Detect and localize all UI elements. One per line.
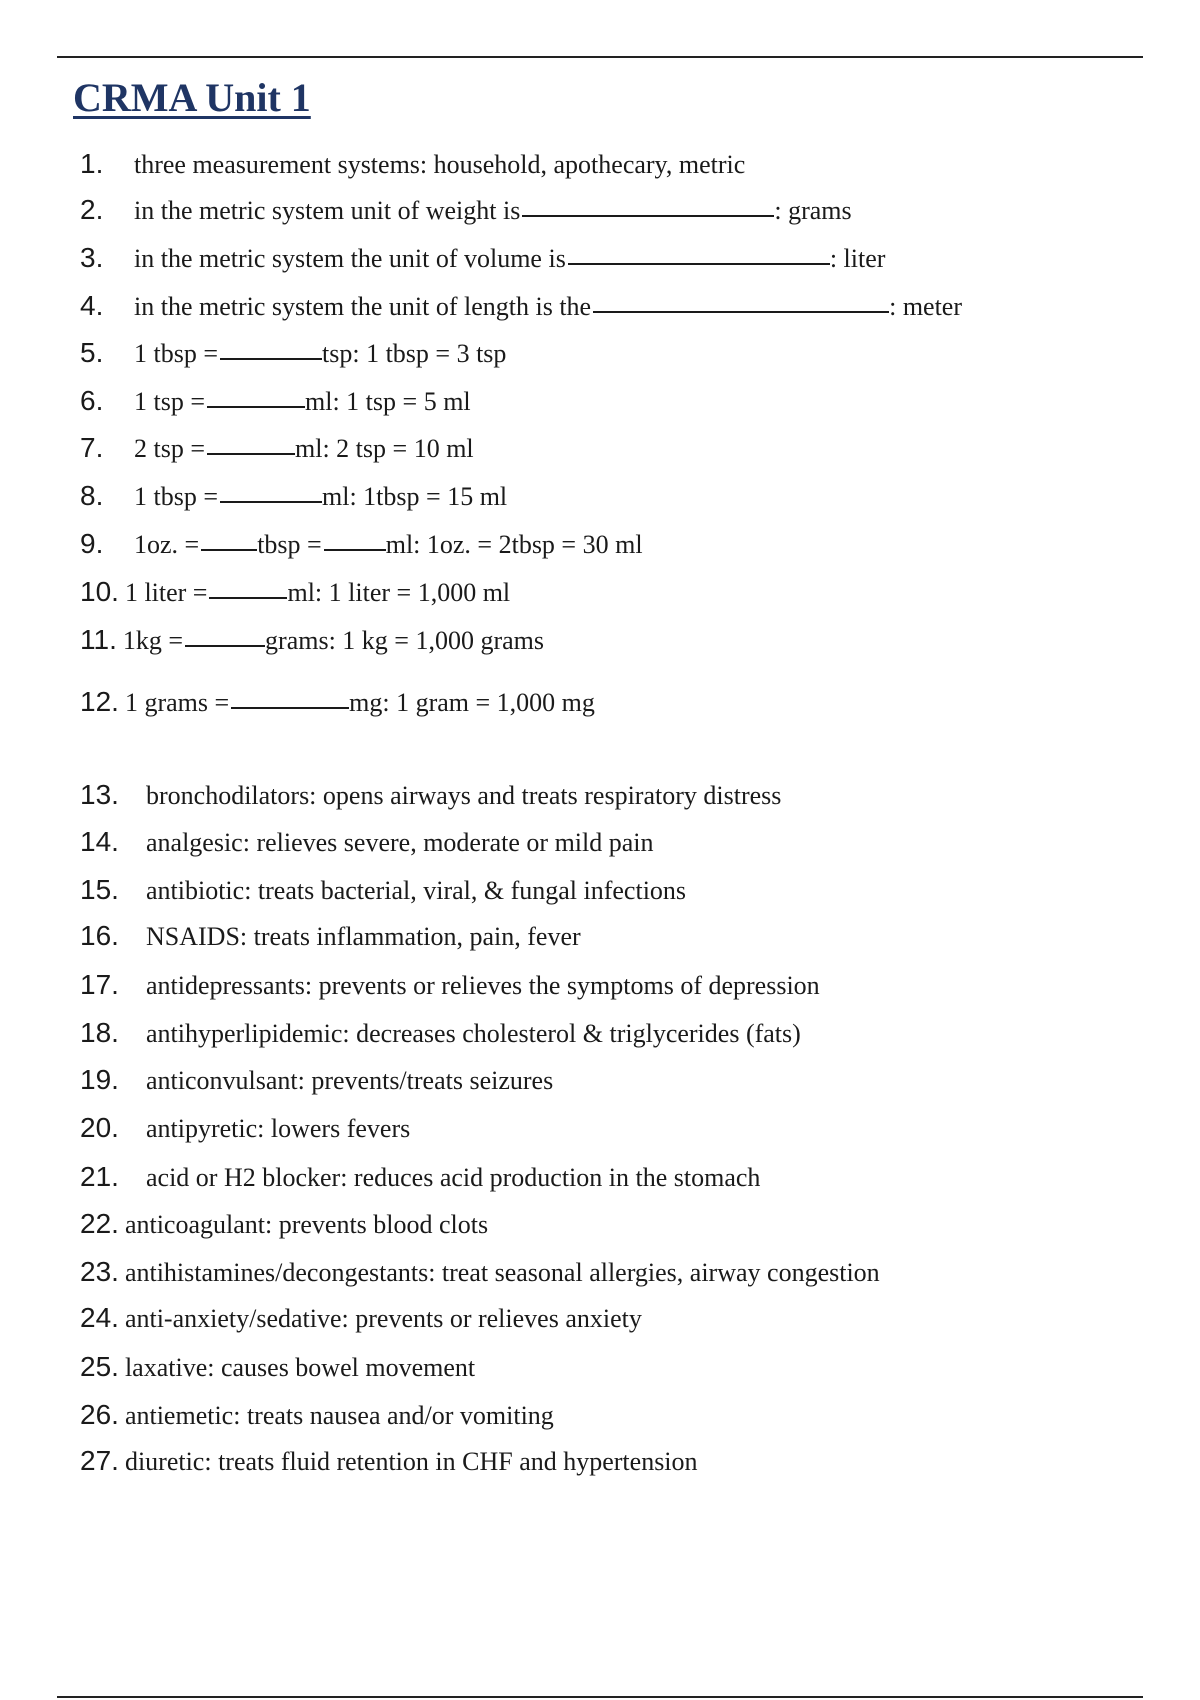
item-number: 11. [80, 624, 117, 655]
list-item [80, 1399, 1160, 1439]
list-item [80, 1208, 1160, 1248]
list-item [80, 148, 1160, 188]
item-text: tbsp = [257, 530, 322, 559]
item-text: mg: 1 gram = 1,000 mg [349, 688, 595, 717]
page-title: CRMA Unit 1 [73, 75, 311, 120]
item-text: in the metric system the unit of volume is [134, 244, 566, 273]
item-text: acid or H2 blocker: reduces acid production in the stomach [146, 1163, 761, 1192]
list-item [80, 1017, 1160, 1057]
item-number: 21. [80, 1161, 119, 1192]
list-item [80, 969, 1160, 1009]
item-text: 1 tbsp = [134, 339, 219, 368]
item-number: 12. [80, 686, 119, 717]
answer-blank[interactable] [207, 452, 295, 455]
list-item [80, 480, 1160, 520]
item-number: 16. [80, 920, 119, 951]
item-text: 1 tsp = [134, 387, 206, 416]
list-item [80, 779, 1160, 819]
answer-blank[interactable] [568, 262, 830, 265]
list-item [80, 290, 1160, 330]
list-item [80, 920, 1160, 960]
item-text: 1kg = [122, 626, 184, 655]
answer-blank[interactable] [220, 357, 322, 360]
item-number: 10. [80, 576, 119, 607]
answer-blank[interactable] [201, 548, 257, 551]
item-text: 2 tsp = [134, 434, 206, 463]
list-item [80, 1112, 1160, 1152]
item-number: 1. [80, 148, 104, 179]
item-text: ml: 1oz. = 2tbsp = 30 ml [385, 530, 643, 559]
item-text: : meter [889, 292, 963, 321]
item-number: 2. [80, 194, 104, 225]
list-item [80, 826, 1160, 866]
item-text: bronchodilators: opens airways and treats respiratory distress [146, 781, 782, 810]
item-number: 19. [80, 1064, 119, 1095]
answer-blank[interactable] [207, 405, 305, 408]
answer-blank[interactable] [593, 310, 889, 313]
list-item [80, 874, 1160, 914]
item-text: 1 tbsp = [134, 482, 219, 511]
item-number: 4. [80, 290, 104, 321]
item-number: 9. [80, 528, 104, 559]
list-item [80, 432, 1160, 472]
item-text: 1 grams = [124, 688, 230, 717]
list-item [80, 1256, 1160, 1296]
list-item [80, 194, 1160, 234]
list-item [80, 337, 1160, 377]
item-text: anticoagulant: prevents blood clots [124, 1210, 489, 1239]
item-text: antiemetic: treats nausea and/or vomiting [124, 1401, 554, 1430]
list-item [80, 624, 1160, 664]
item-text: analgesic: relieves severe, moderate or mild pain [146, 828, 654, 857]
answer-blank[interactable] [185, 644, 265, 647]
item-number: 18. [80, 1017, 119, 1048]
item-number: 13. [80, 779, 119, 810]
item-text: : grams [774, 196, 852, 225]
item-text: anti-anxiety/sedative: prevents or relieves anxiety [124, 1304, 642, 1333]
item-number: 14. [80, 826, 119, 857]
list-item [80, 1161, 1160, 1201]
answer-blank[interactable] [220, 500, 322, 503]
item-text: laxative: causes bowel movement [124, 1353, 476, 1382]
item-number: 8. [80, 480, 104, 511]
list-item [80, 1445, 1160, 1485]
item-text: antibiotic: treats bacterial, viral, & fungal infections [146, 876, 687, 905]
list-item [80, 385, 1160, 425]
item-text: ml: 1tbsp = 15 ml [322, 482, 508, 511]
item-number: 6. [80, 385, 104, 416]
item-text: 1oz. = [134, 530, 200, 559]
item-number: 17. [80, 969, 119, 1000]
item-number: 22. [80, 1208, 119, 1239]
bottom-rule [57, 1696, 1143, 1698]
answer-blank[interactable] [522, 214, 774, 217]
top-rule [57, 56, 1143, 58]
list-item [80, 576, 1160, 616]
list-item [80, 1064, 1160, 1104]
list-item [80, 528, 1160, 568]
item-number: 24. [80, 1302, 119, 1333]
list-item [80, 686, 1160, 726]
item-number: 27. [80, 1445, 119, 1476]
item-number: 15. [80, 874, 119, 905]
item-text: anticonvulsant: prevents/treats seizures [146, 1066, 554, 1095]
item-text: : liter [829, 244, 886, 273]
item-text: in the metric system the unit of length is the [134, 292, 592, 321]
item-number: 5. [80, 337, 104, 368]
answer-blank[interactable] [231, 706, 349, 709]
item-text: 1 liter = [124, 578, 208, 607]
list-item [80, 1302, 1160, 1342]
item-text: grams: 1 kg = 1,000 grams [265, 626, 544, 655]
item-text: ml: 1 liter = 1,000 ml [287, 578, 511, 607]
item-number: 20. [80, 1112, 119, 1143]
list-item [80, 1351, 1160, 1391]
list-item [80, 242, 1160, 282]
item-number: 7. [80, 432, 104, 463]
item-text: antihyperlipidemic: decreases cholesterol & triglycerides (fats) [146, 1019, 801, 1048]
item-text: three measurement systems: household, apothecary, metric [134, 150, 746, 179]
answer-blank[interactable] [209, 596, 287, 599]
answer-blank[interactable] [324, 548, 386, 551]
item-number: 3. [80, 242, 104, 273]
item-text: antipyretic: lowers fevers [146, 1114, 411, 1143]
item-text: ml: 1 tsp = 5 ml [305, 387, 471, 416]
item-text: ml: 2 tsp = 10 ml [295, 434, 474, 463]
item-number: 26. [80, 1399, 119, 1430]
item-number: 25. [80, 1351, 119, 1382]
item-text: antihistamines/decongestants: treat seasonal allergies, airway congestion [124, 1258, 880, 1287]
item-text: antidepressants: prevents or relieves the symptoms of depression [146, 971, 820, 1000]
item-text: NSAIDS: treats inflammation, pain, fever [146, 922, 581, 951]
item-text: tsp: 1 tbsp = 3 tsp [322, 339, 507, 368]
item-number: 23. [80, 1256, 119, 1287]
item-text: diuretic: treats fluid retention in CHF and hypertension [124, 1447, 698, 1476]
item-text: in the metric system unit of weight is [134, 196, 521, 225]
